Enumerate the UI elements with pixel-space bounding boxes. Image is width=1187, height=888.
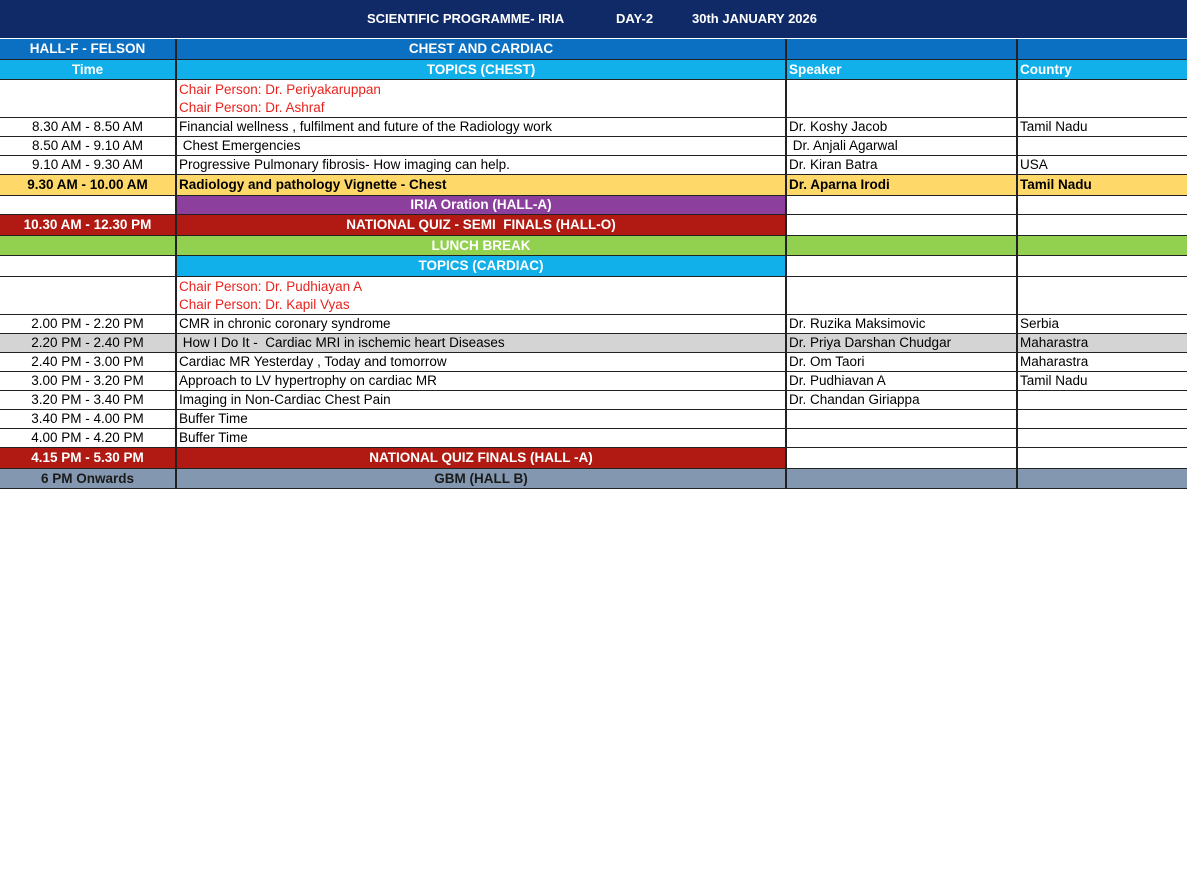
theme-title: CHEST AND CARDIAC [177, 39, 787, 59]
speaker-column-header: Speaker [787, 60, 1018, 79]
session-row [0, 391, 1187, 410]
empty-cell [787, 39, 1018, 59]
empty-cell [0, 80, 177, 117]
country-column-header: Country [1018, 60, 1187, 79]
cardiac-chairpersons [177, 277, 787, 314]
session-time: 3.40 PM - 4.00 PM [0, 410, 177, 428]
programme-title: SCIENTIFIC PROGRAMME- IRIA [367, 11, 565, 26]
empty-cell [1018, 215, 1187, 235]
session-row [0, 353, 1187, 372]
cardiac-chairpersons-row [0, 277, 1187, 315]
session-country [1018, 137, 1187, 155]
empty-cell [1018, 256, 1187, 276]
session-row [0, 137, 1187, 156]
chairperson-name: Chair Person: Dr. Ashraf [179, 99, 325, 115]
session-row [0, 315, 1187, 334]
empty-cell [0, 256, 177, 276]
session-speaker: Dr. Anjali Agarwal [787, 137, 1018, 155]
session-topic: Progressive Pulmonary fibrosis- How imaging can help. [177, 156, 787, 174]
session-country: Tamil Nadu [1020, 119, 1088, 134]
session-topic: Buffer Time [177, 410, 787, 428]
quiz-time: 4.15 PM - 5.30 PM [0, 448, 177, 468]
topics-cardiac-header: TOPICS (CARDIAC) [177, 256, 787, 276]
final-quiz-row [0, 448, 1187, 469]
session-country [1018, 429, 1187, 447]
quiz-label: NATIONAL QUIZ FINALS (HALL -A) [177, 448, 787, 468]
session-topic: How I Do It - Cardiac MRI in ischemic heart Diseases [177, 334, 787, 352]
gbm-time: 6 PM Onwards [0, 469, 177, 488]
session-topic: Cardiac MR Yesterday , Today and tomorrow [177, 353, 787, 371]
schedule-table [0, 39, 1187, 489]
session-row [0, 429, 1187, 448]
session-topic: Financial wellness , fulfilment and future of the Radiology work [177, 118, 787, 136]
oration-label: IRIA Oration (HALL-A) [177, 196, 787, 214]
session-country: Maharastra [1020, 335, 1089, 350]
chairperson-name: Chair Person: Dr. Periyakaruppan [179, 81, 381, 97]
session-speaker: Dr. Ruzika Maksimovic [787, 315, 1018, 333]
empty-cell [1018, 448, 1187, 468]
empty-cell [787, 236, 1018, 255]
session-topic: Radiology and pathology Vignette - Chest [177, 175, 787, 195]
session-time: 9.10 AM - 9.30 AM [0, 156, 177, 174]
session-time: 2.40 PM - 3.00 PM [0, 353, 177, 371]
session-time: 8.30 AM - 8.50 AM [0, 118, 177, 136]
session-country: Serbia [1020, 316, 1060, 331]
empty-cell [0, 196, 177, 214]
programme-date: 30th JANUARY 2026 [692, 11, 817, 26]
lunch-row [0, 236, 1187, 256]
empty-cell [1018, 236, 1187, 255]
gbm-row [0, 469, 1187, 489]
empty-cell [1018, 39, 1187, 59]
session-time: 8.50 AM - 9.10 AM [0, 137, 177, 155]
session-time: 3.20 PM - 3.40 PM [0, 391, 177, 409]
session-speaker: Dr. Chandan Giriappa [787, 391, 1018, 409]
header-row-columns [0, 60, 1187, 80]
session-time: 3.00 PM - 3.20 PM [0, 372, 177, 390]
topics-cardiac-row [0, 256, 1187, 277]
session-row-shaded [0, 334, 1187, 353]
chairperson-name: Chair Person: Dr. Kapil Vyas [179, 296, 350, 312]
empty-cell [1018, 80, 1187, 117]
programme-banner [0, 0, 1187, 38]
chairperson-name: Chair Person: Dr. Pudhiayan A [179, 278, 363, 294]
chest-chairpersons [177, 80, 787, 117]
gbm-label: GBM (HALL B) [177, 469, 787, 488]
session-speaker: Dr. Koshy Jacob [787, 118, 1018, 136]
session-topic: Approach to LV hypertrophy on cardiac MR [177, 372, 787, 390]
session-row [0, 118, 1187, 137]
empty-cell [787, 215, 1018, 235]
empty-cell [1018, 196, 1187, 214]
session-row [0, 372, 1187, 391]
session-speaker: Dr. Kiran Batra [787, 156, 1018, 174]
session-row-highlighted [0, 175, 1187, 196]
session-speaker: Dr. Om Taori [787, 353, 1018, 371]
programme-day: DAY-2 [616, 11, 654, 26]
header-row-hall [0, 39, 1187, 60]
session-time: 9.30 AM - 10.00 AM [0, 175, 177, 195]
session-speaker: Dr. Aparna Irodi [787, 175, 1018, 195]
session-country [1018, 391, 1187, 409]
session-speaker [787, 410, 1018, 428]
quiz-time: 10.30 AM - 12.30 PM [0, 215, 177, 235]
empty-cell [787, 80, 1018, 117]
empty-cell [0, 236, 177, 255]
empty-cell [787, 196, 1018, 214]
session-time: 2.20 PM - 2.40 PM [0, 334, 177, 352]
session-country [1018, 410, 1187, 428]
session-speaker: Dr. Pudhiavan A [787, 372, 1018, 390]
session-topic: CMR in chronic coronary syndrome [177, 315, 787, 333]
empty-cell [0, 277, 177, 314]
chest-chairpersons-row [0, 80, 1187, 118]
empty-cell [787, 256, 1018, 276]
semi-final-quiz-row [0, 215, 1187, 236]
session-time: 2.00 PM - 2.20 PM [0, 315, 177, 333]
empty-cell [787, 448, 1018, 468]
empty-cell [1018, 277, 1187, 314]
session-speaker [787, 429, 1018, 447]
session-speaker: Dr. Priya Darshan Chudgar [787, 334, 1018, 352]
oration-row [0, 196, 1187, 215]
empty-cell [787, 469, 1018, 488]
session-topic: Buffer Time [177, 429, 787, 447]
session-country: USA [1020, 157, 1048, 172]
lunch-label: LUNCH BREAK [177, 236, 787, 255]
empty-cell [1018, 469, 1187, 488]
session-country: Tamil Nadu [1020, 373, 1088, 388]
hall-name: HALL-F - FELSON [0, 39, 177, 59]
empty-cell [787, 277, 1018, 314]
session-row [0, 156, 1187, 175]
time-column-header: Time [0, 60, 177, 79]
quiz-label: NATIONAL QUIZ - SEMI FINALS (HALL-O) [177, 215, 787, 235]
session-time: 4.00 PM - 4.20 PM [0, 429, 177, 447]
session-row [0, 410, 1187, 429]
session-country: Maharastra [1020, 354, 1089, 369]
session-topic: Chest Emergencies [177, 137, 787, 155]
topics-chest-header: TOPICS (CHEST) [177, 60, 787, 79]
session-topic: Imaging in Non-Cardiac Chest Pain [177, 391, 787, 409]
session-country: Tamil Nadu [1020, 177, 1092, 192]
